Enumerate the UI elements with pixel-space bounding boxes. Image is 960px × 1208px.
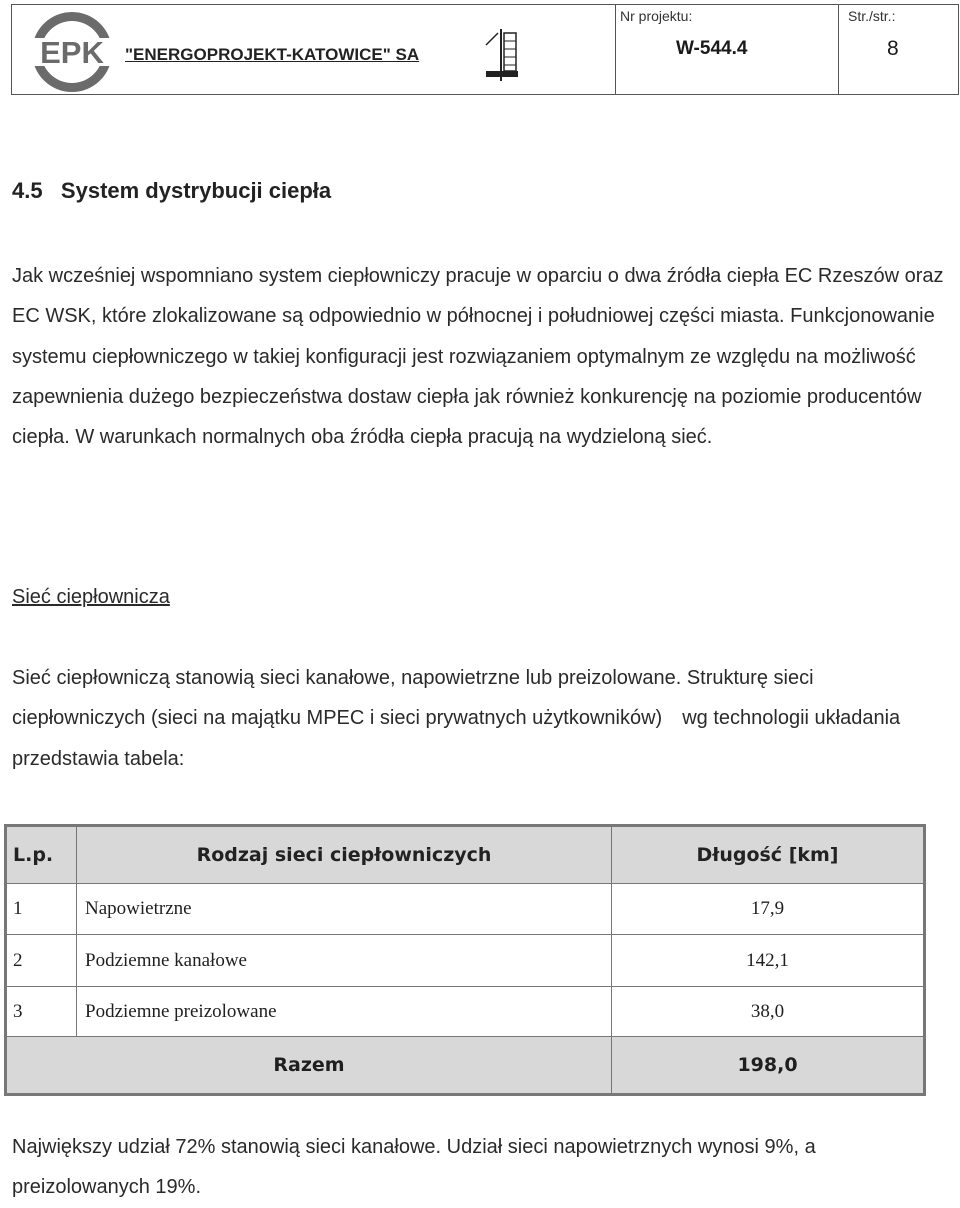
table-row [7,884,924,935]
project-label: Nr projektu: [620,8,693,24]
network-paragraph-part2: wg technologii układania przedstawia tabela: [12,707,901,770]
company-name: "ENERGOPROJEKT-KATOWICE" SA [125,45,420,64]
page-label: Str./str.: [848,8,896,24]
total-value: 198,0 [612,1037,924,1094]
cell-type: Podziemne kanałowe [77,935,612,987]
cell-lp: 2 [7,935,77,987]
header-page-cell [839,5,958,94]
header-logo-cell [12,5,616,94]
network-table [4,824,926,1096]
page-header [11,4,959,95]
cell-lp: 1 [7,884,77,935]
epk-logo [26,10,118,94]
network-paragraph-part1: Sieć ciepłowniczą stanowią sieci kanałowe, napowietrzne lub preizolowane. Strukturę sieci ciepłowniczych (sieci na majątku MPEC i sieci prywatnych użytkowników) [12,667,814,730]
col-header-lp: L.p. [7,827,77,884]
network-subheading: Sieć ciepłownicza [12,586,170,608]
page-number: 8 [887,37,899,60]
col-header-length: Długość [km] [612,827,924,884]
cell-length: 38,0 [612,987,924,1037]
network-paragraph [12,658,948,779]
building-icon [482,27,522,83]
table-total-row [7,1037,924,1094]
table-row [7,935,924,987]
intro-paragraph: Jak wcześniej wspomniano system ciepłowniczy pracuje w oparciu o dwa źródła ciepła EC Rzeszów oraz EC WSK, które zlokalizowane są odpowiednio w północnej i południowej części miasta. Funkcjonowanie systemu ciepłowniczego w takiej konfiguracji jest rozwiązaniem optymalnym ze względu na możliwość zapewnienia dużego bezpieczeństwa dostaw ciepła jak również konkurencję na poziomie producentów ciepła. W warunkach normalnych oba źródła ciepła pracują na wydzieloną sieć. [12,265,944,449]
section-title: 4.5 System dystrybucji ciepła [12,178,332,203]
table-row [7,987,924,1037]
conclusion-paragraph: Największy udział 72% stanowią sieci kanałowe. Udział sieci napowietrznych wynosi 9%, a preizolowanych 19%. [12,1136,816,1199]
cell-type: Napowietrzne [77,884,612,935]
header-project-cell [616,5,839,94]
cell-type: Podziemne preizolowane [77,987,612,1037]
total-label: Razem [7,1037,612,1094]
table-header-row [7,827,924,884]
project-number: W-544.4 [676,38,748,59]
col-header-type: Rodzaj sieci ciepłowniczych [77,827,612,884]
epk-logo-text: EPK [40,35,104,70]
cell-length: 17,9 [612,884,924,935]
cell-lp: 3 [7,987,77,1037]
cell-length: 142,1 [612,935,924,987]
